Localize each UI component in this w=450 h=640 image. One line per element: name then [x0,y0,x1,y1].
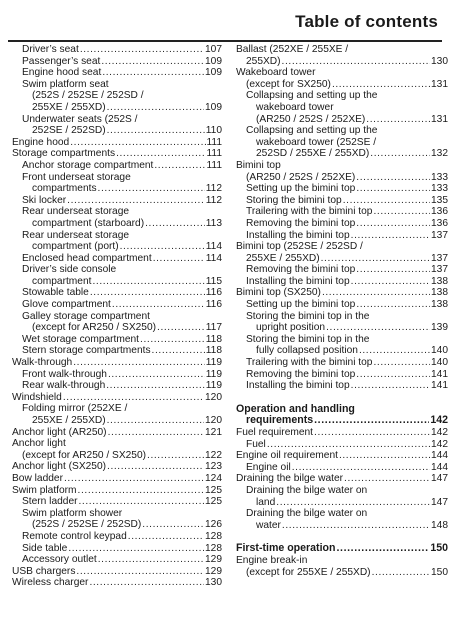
toc-entry-label: Folding mirror (252XE / [22,403,128,415]
toc-page-number: 120 [205,391,222,403]
toc-entry-label: Engine oil [246,461,291,473]
toc-page-number: 109 [205,55,222,67]
toc-entry-label: compartments [32,183,97,195]
toc-entry[interactable] [12,577,222,589]
toc-entry[interactable] [12,403,222,426]
dot-leader [108,369,205,381]
dot-leader [344,473,430,485]
dot-leader [153,253,205,265]
dot-leader [76,566,204,578]
toc-entry-label: USB chargers [12,565,76,577]
toc-entry-label: (except for AR250 / SX250) [22,449,147,461]
dot-leader [107,125,205,137]
dot-leader [102,67,204,79]
toc-entry[interactable] [236,357,448,369]
dot-leader [107,102,204,114]
toc-entry-label: Bimini top (SX250) [236,287,321,299]
dot-leader [314,427,430,439]
toc-entry[interactable] [236,462,448,474]
toc-entry-label: upright position [256,322,326,334]
dot-leader [356,183,430,195]
toc-entry-label: 252SD / 255XE / 255XD) [256,148,370,160]
toc-page-number: 140 [431,357,448,369]
toc-entry-label: Storing the bimini top [246,194,342,206]
toc-entry-label: 255XE / 255XD) [246,252,320,264]
dot-leader [90,287,205,299]
toc-page-number: 119 [205,368,222,380]
toc-entry[interactable] [12,160,222,172]
toc-entry[interactable] [236,369,448,381]
dot-leader [68,543,204,555]
toc-entry[interactable] [236,567,448,579]
toc-page-number: 131 [431,113,448,125]
toc-page-number: 126 [205,519,222,531]
toc-page-number: 125 [205,496,222,508]
toc-entry-label: Rear walk-through [22,380,106,392]
toc-entry-label: Rear underseat storage [22,206,130,218]
toc-entry-label: Engine break-in [236,554,308,566]
toc-page-number: 142 [430,414,448,427]
dot-leader [326,322,430,334]
toc-entry-label: Removing the bimini top [246,217,356,229]
toc-entry-label: Rear underseat storage [22,229,130,241]
toc-section-heading[interactable] [236,543,448,555]
toc-entry[interactable] [12,137,222,149]
toc-entry-label: Setting up the bimini top [246,183,356,195]
toc-entry-label: 255XD) [246,55,281,67]
toc-entry[interactable] [12,44,222,56]
toc-entry-label: Accessory outlet [22,554,97,566]
dot-leader [356,218,430,230]
dot-leader [78,485,204,497]
toc-entry[interactable] [12,114,222,137]
toc-entry-label: (AR250 / 252S / 252XE) [256,113,366,125]
toc-entry-label: Driver’s seat [22,44,79,55]
toc-entry-label: Passenger’s seat [22,55,101,67]
toc-entry[interactable] [236,485,448,508]
toc-left-column [12,44,222,589]
dot-leader [336,543,429,555]
toc-entry[interactable] [12,345,222,357]
dot-leader [142,519,204,531]
dot-leader [372,567,430,579]
toc-page-number: 117 [205,322,222,334]
toc-entry[interactable] [236,90,448,125]
toc-page-number: 133 [431,171,448,183]
toc-entry-label: Bimini top (252SE / 252SD / [236,241,363,253]
toc-page-number: 135 [431,194,448,206]
dot-leader [356,264,430,276]
toc-page-number: 142 [431,427,448,438]
dot-leader [79,496,205,508]
dot-leader [292,462,430,474]
toc-page-number: 132 [431,148,448,160]
toc-page-number: 142 [431,438,448,450]
dot-leader [80,44,204,56]
toc-entry[interactable] [236,218,448,230]
toc-entry[interactable] [12,380,222,392]
dot-leader [116,148,205,160]
toc-entry-label: 255XE / 255XD) [32,415,106,426]
toc-entry[interactable] [12,230,222,253]
dot-leader [106,380,205,392]
toc-entry-label: Storing the bimini top in the [246,333,370,345]
toc-entry[interactable] [12,334,222,346]
dot-leader [373,357,430,369]
dot-leader [356,299,430,311]
toc-entry[interactable] [12,67,222,79]
toc-page-number: 138 [431,287,448,299]
toc-entry-label: wakeboard tower [256,101,334,113]
toc-page-number: 140 [431,345,448,357]
toc-page-number: 113 [205,217,222,229]
toc-entry[interactable] [236,172,448,184]
toc-entry[interactable] [236,183,448,195]
dot-leader [70,137,205,149]
toc-page-number: 150 [430,542,448,555]
toc-entry-label: Side table [22,542,68,554]
toc-entry-label: Installing the bimini top [246,380,350,392]
toc-entry-label: fully collapsed position [256,345,358,357]
toc-page-number: 112 [205,194,222,206]
toc-entry[interactable] [12,206,222,229]
dot-leader [339,450,430,462]
toc-entry-label: water [256,519,281,531]
dot-leader [67,195,205,207]
dot-leader [120,241,205,253]
toc-entry[interactable] [236,439,448,451]
dot-leader [351,276,430,288]
toc-entry-label: Stern storage compartments [22,345,151,357]
dot-leader [64,473,204,485]
toc-entry-label: Trailering with the bimini top [246,206,373,218]
dot-leader [98,183,205,195]
toc-entry-label: Bow ladder [12,472,63,484]
dot-leader [107,415,204,427]
toc-entry-label: Removing the bimini top [246,368,356,380]
toc-page-number: 141 [431,380,448,392]
toc-page-number: 128 [205,530,222,542]
dot-leader [314,415,429,427]
toc-entry-label: Draining the bilge water on [246,508,368,520]
toc-page-number: 114 [205,252,222,264]
toc-page-number: 148 [431,519,448,531]
toc-entry[interactable] [12,485,222,497]
toc-entry[interactable] [236,427,448,439]
toc-entry-label: Installing the bimini top [246,229,350,241]
toc-page-number: 137 [431,252,448,264]
toc-entry-label: compartment [32,275,92,287]
toc-entry-label: (AR250 / 252S / 252XE) [246,171,356,183]
toc-page-number: 144 [431,450,448,462]
dot-leader [267,439,430,451]
toc-page-number: 109 [205,101,222,113]
dot-leader [373,206,430,218]
toc-page-number: 129 [205,554,222,566]
dot-leader [356,369,430,381]
dot-leader [92,276,204,288]
toc-page-number: 130 [431,55,448,67]
toc-entry[interactable] [236,230,448,242]
toc-entry[interactable] [236,287,448,299]
toc-entry-label: compartment (port) [32,241,119,253]
dot-leader [63,392,204,404]
dot-leader [145,218,205,230]
toc-entry[interactable] [12,264,222,287]
toc-entry[interactable] [236,195,448,207]
toc-entry[interactable] [12,79,222,114]
toc-entry-label: Operation and handling [236,402,355,415]
toc-page-number: 115 [205,275,222,287]
toc-entry[interactable] [236,276,448,288]
toc-entry[interactable] [236,67,448,79]
title-rule [8,40,442,42]
toc-entry[interactable] [236,160,448,172]
toc-entry-label: (except for 255XE / 255XD) [246,566,371,578]
toc-entry-label: land [256,496,276,508]
toc-entry-label: Swim platform [12,484,77,496]
dot-leader [112,299,205,311]
toc-entry[interactable] [12,566,222,578]
toc-entry[interactable] [236,206,448,218]
toc-page-number: 109 [205,67,222,79]
toc-entry[interactable] [236,334,448,357]
dot-leader [107,461,204,473]
toc-entry-label: Windshield [12,391,62,403]
dot-leader [370,148,430,160]
toc-entry-label: First-time operation [236,542,336,555]
dot-leader [101,56,204,68]
dot-leader [89,577,204,589]
toc-entry-label: Wireless charger [12,577,89,589]
toc-entry-label: Engine oil requirement [236,450,338,462]
toc-entry[interactable] [12,299,222,311]
toc-entry-label: Setting up the bimini top [246,299,356,311]
toc-page-number: 118 [205,345,222,357]
toc-page-number: 116 [205,299,222,311]
toc-entry[interactable] [12,496,222,508]
toc-page-number: 133 [431,183,448,195]
page-title: Table of contents [295,12,438,31]
toc-entry[interactable] [236,79,448,91]
dot-leader [154,160,205,172]
toc-entry[interactable] [12,148,222,160]
toc-right-column [236,44,448,578]
toc-page-number: 147 [431,496,448,508]
toc-entry-label: (except for AR250 / SX250) [32,322,157,334]
toc-entry[interactable] [12,438,222,461]
toc-entry-label: Ski locker [22,194,67,206]
toc-entry[interactable] [236,473,448,485]
toc-entry-label: Draining the bilge water [236,473,344,485]
toc-page-number: 107 [205,44,222,55]
toc-entry[interactable] [236,380,448,392]
dot-leader [98,554,204,566]
toc-entry[interactable] [12,508,222,531]
toc-entry[interactable] [12,531,222,543]
dot-leader [366,114,430,126]
dot-leader [152,345,205,357]
dot-leader [282,520,430,532]
dot-leader [351,380,430,392]
toc-section-heading[interactable] [236,404,448,427]
toc-page-number: 137 [431,264,448,276]
toc-entry-label: Trailering with the bimini top [246,357,373,369]
toc-entry-label: Anchor light (AR250) [12,426,107,438]
toc-entry[interactable] [236,450,448,462]
dot-leader [359,345,430,357]
toc-page-number: 116 [205,287,222,299]
toc-page-number: 137 [431,229,448,241]
dot-leader [73,357,205,369]
dot-leader [157,322,205,334]
toc-entry-label: Installing the bimini top [246,275,350,287]
toc-entry-label: Ballast (252XE / 255XE / [236,44,349,55]
toc-page-number: 124 [205,472,222,484]
toc-entry-label: Wakeboard tower [236,67,316,79]
dot-leader [343,195,430,207]
toc-entry-label: Storage compartments [12,148,116,160]
dot-leader [282,56,430,68]
toc-page-number: 114 [205,241,222,253]
toc-page-number: 110 [205,125,222,137]
dot-leader [356,172,430,184]
toc-entry[interactable] [12,392,222,404]
toc-entry-label: Fuel requirement [236,427,314,438]
toc-page-number: 136 [431,206,448,218]
dot-leader [128,531,204,543]
dot-leader [147,450,204,462]
toc-entry[interactable] [236,44,448,67]
toc-entry-label: Front underseat storage [22,171,131,183]
dot-leader [351,230,430,242]
toc-entry-label: Front walk-through [22,368,107,380]
toc-page-number: 139 [431,322,448,334]
toc-page-number: 144 [431,461,448,473]
toc-entry-label: Fuel [246,438,266,450]
toc-entry-label: Draining the bilge water on [246,484,368,496]
toc-page-number: 119 [205,357,222,369]
toc-entry-label: Bimini top [236,159,281,171]
toc-entry[interactable] [236,508,448,531]
toc-entry-label: compartment (starboard) [32,217,145,229]
toc-entry[interactable] [12,369,222,381]
toc-entry-label: Collapsing and setting up the [246,125,378,137]
toc-entry[interactable] [12,56,222,68]
toc-page-number: 150 [431,566,448,578]
toc-entry[interactable] [12,461,222,473]
toc-page-number: 111 [206,136,222,148]
toc-entry[interactable] [12,253,222,265]
toc-entry-label: Engine hood [12,136,70,148]
toc-entry-label: Walk-through [12,357,73,369]
toc-entry[interactable] [12,287,222,299]
toc-entry[interactable] [236,264,448,276]
toc-page-number: 141 [431,368,448,380]
toc-entry-label: Swim platform seat [22,78,109,90]
toc-entry-label: Engine hood seat [22,67,102,79]
toc-entry-label: Enclosed head compartment [22,252,152,264]
toc-page-number: 119 [205,380,222,392]
dot-leader [140,334,205,346]
toc-entry-label: 255XE / 255XD) [32,101,106,113]
toc-entry-label: Collapsing and setting up the [246,90,378,102]
toc-entry[interactable] [236,555,448,567]
toc-page-number: 121 [205,426,222,438]
toc-entry[interactable] [236,311,448,334]
toc-page-number: 147 [431,473,448,485]
toc-page-number: 136 [431,217,448,229]
toc-entry-label: Driver’s side console [22,264,117,276]
toc-entry-label: Underwater seats (252S / [22,113,138,125]
dot-leader [108,427,204,439]
toc-entry[interactable] [236,241,448,264]
toc-entry-label: Anchor storage compartment [22,159,154,171]
toc-page-number: 138 [431,275,448,287]
toc-entry-label: Anchor light [12,438,66,450]
toc-page-number: 128 [205,542,222,554]
toc-entry-label: Stowable table [22,287,89,299]
toc-entry[interactable] [236,125,448,160]
dot-leader [276,497,430,509]
toc-entry[interactable] [12,357,222,369]
toc-entry-label: Glove compartment [22,299,111,311]
toc-page-number: 130 [205,577,222,589]
toc-entry[interactable] [12,473,222,485]
toc-entry[interactable] [12,172,222,195]
toc-entry[interactable] [236,299,448,311]
toc-page-number: 111 [206,159,222,171]
toc-entry-label: Removing the bimini top [246,264,356,276]
toc-entry-label: Stern ladder [22,496,78,508]
toc-entry-label: (except for SX250) [246,78,331,90]
toc-entry[interactable] [12,543,222,555]
toc-entry[interactable] [12,554,222,566]
toc-page-number: 122 [205,449,222,461]
toc-page-number: 123 [205,461,222,473]
toc-entry[interactable] [12,427,222,439]
toc-page-number: 131 [431,78,448,90]
toc-entry-label: Storing the bimini top in the [246,310,370,322]
toc-page-number: 125 [205,484,222,496]
toc-page-number: 111 [206,148,222,160]
toc-entry-label: Wet storage compartment [22,333,140,345]
dot-leader [321,253,430,265]
toc-entry-label: Remote control keypad [22,530,127,542]
toc-page-number: 120 [205,415,222,426]
toc-entry-label: 252SE / 252SD) [32,125,106,137]
toc-page-number: 118 [205,333,222,345]
dot-leader [322,287,430,299]
toc-entry-label: wakeboard tower (252SE / [256,136,377,148]
toc-entry[interactable] [12,311,222,334]
toc-entry[interactable] [12,195,222,207]
dot-leader [332,79,430,91]
toc-page-number: 138 [431,299,448,311]
toc-entry-label: requirements [246,414,314,427]
toc-entry-label: Anchor light (SX250) [12,461,107,473]
toc-entry-label: Swim platform shower [22,507,123,519]
toc-entry-label: Galley storage compartment [22,310,150,322]
toc-entry-label: (252S / 252SE / 252SD) [32,519,142,531]
toc-page-number: 129 [205,565,222,577]
toc-page-number: 112 [205,183,222,195]
toc-entry-label: (252S / 252SE / 252SD / [32,90,144,102]
